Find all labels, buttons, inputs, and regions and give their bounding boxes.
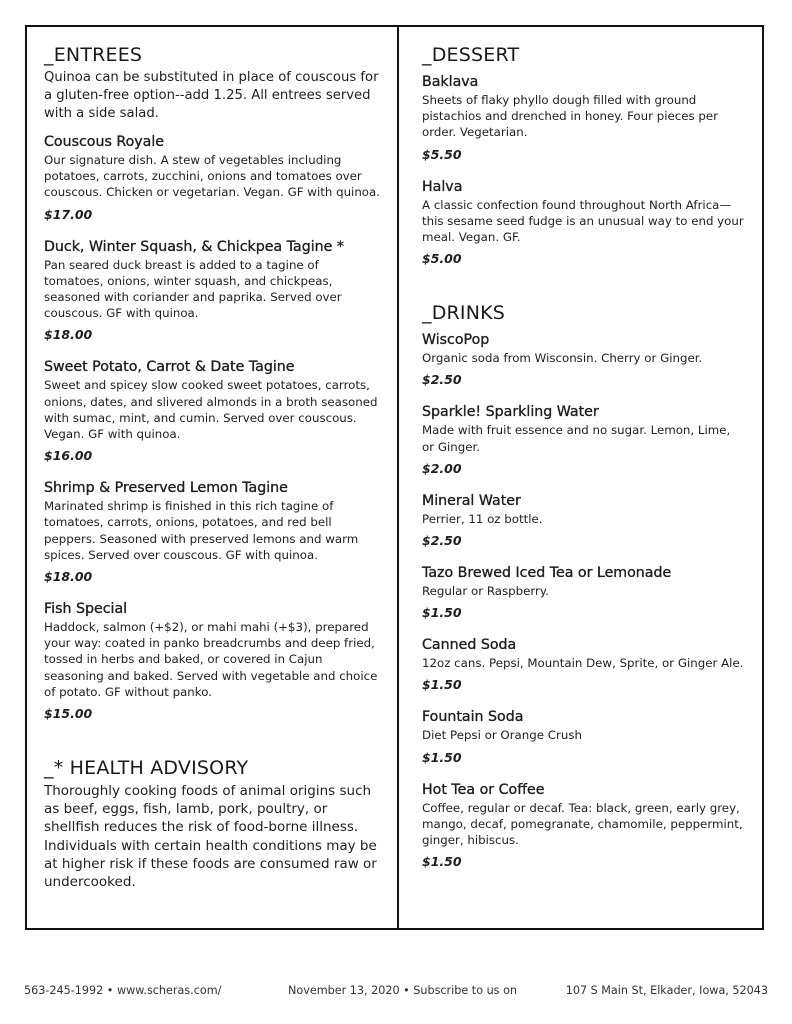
menu-item-price: $1.50: [422, 605, 462, 621]
menu-item: [422, 636, 744, 693]
health-advisory-text: Thoroughly cooking foods of animal origins such as beef, eggs, fish, lamb, pork, poultry, or shellfish reduces the risk of food-borne illness. Individuals with certain health conditions may be at higher risk if these foods are consumed raw or undercooked.: [44, 783, 377, 891]
menu-item-description: Regular or Raspberry.: [422, 584, 549, 599]
entrees-heading: _ENTREES: [44, 44, 143, 66]
menu-item-price: $5.50: [422, 146, 462, 162]
menu-item-name: Shrimp & Preserved Lemon Tagine: [44, 480, 288, 497]
entrees-list: [44, 133, 381, 722]
menu-item: [422, 781, 744, 871]
menu-item-description: Diet Pepsi or Orange Crush: [422, 728, 582, 743]
menu-item-price: $1.50: [422, 854, 462, 870]
menu-item-name: Fish Special: [44, 601, 128, 618]
menu-item-description: Sheets of flaky phyllo dough filled with ground pistachios and drenched in honey. Four pieces per order. Vegetarian.: [422, 93, 718, 140]
drinks-list: [422, 331, 744, 870]
menu-item-description: Pan seared duck breast is added to a tagine of tomatoes, onions, winter squash, and chickpeas, seasoned with coriander and paprika. Served over couscous. GF with quinoa.: [44, 257, 342, 321]
dessert-list: [422, 73, 744, 267]
menu-item-description: A classic confection found throughout North Africa—this sesame seed fudge is an unusual way to end your meal. Vegan. GF.: [422, 197, 744, 245]
menu-item-name: Baklava: [422, 74, 479, 90]
menu-item-name: Sparkle! Sparkling Water: [422, 404, 599, 421]
menu-item-description: Organic soda from Wisconsin. Cherry or Ginger.: [422, 351, 703, 366]
menu-item-name: Mineral Water: [422, 492, 521, 509]
menu-item-description: Our signature dish. A stew of vegetables including potatoes, carrots, zucchini, onions and tomatoes over couscous. Chicken or vegetarian. Vegan. GF with quinoa.: [44, 153, 380, 200]
menu-item-name: Duck, Winter Squash, & Chickpea Tagine *: [44, 238, 344, 255]
menu-item: [44, 479, 381, 585]
menu-item-price: $15.00: [44, 706, 93, 722]
menu-item: [422, 564, 744, 621]
menu-item-price: $2.00: [422, 460, 462, 476]
menu-item: [422, 331, 744, 388]
menu-item-name: Tazo Brewed Iced Tea or Lemonade: [422, 565, 672, 582]
menu-item: [422, 708, 744, 765]
menu-item-description: Haddock, salmon (+$2), or mahi mahi (+$3), prepared your way: coated in panko breadcrumbs and deep fried, tossed in herbs and baked, or covered in Cajun seasoning and baked. Served with vegetable and choice of potato. GF without panko.: [44, 620, 378, 699]
menu-item: [422, 403, 744, 476]
menu-item-price: $16.00: [44, 448, 93, 464]
menu-item: [44, 238, 381, 344]
health-advisory-heading: _* HEALTH ADVISORY: [44, 757, 249, 780]
menu-frame: [25, 25, 764, 930]
menu-item-name: Canned Soda: [422, 637, 517, 654]
menu-item-price: $2.50: [422, 372, 462, 388]
menu-item: [44, 600, 381, 722]
left-column: [27, 27, 397, 928]
menu-item-price: $1.50: [422, 677, 462, 693]
menu-item: [44, 358, 381, 464]
right-column: [397, 27, 762, 928]
menu-item: [422, 178, 744, 268]
menu-item-name: Sweet Potato, Carrot & Date Tagine: [44, 359, 295, 376]
menu-item-name: WiscoPop: [422, 332, 490, 349]
footer-contact: 563-245-1992 • www.scheras.com/: [24, 984, 222, 997]
menu-item-price: $1.50: [422, 749, 462, 765]
menu-item-description: Perrier, 11 oz bottle.: [422, 511, 543, 526]
menu-item-price: $18.00: [44, 327, 93, 343]
menu-item: [422, 73, 744, 163]
footer-address: 107 S Main St, Elkader, Iowa, 52043: [565, 984, 768, 997]
menu-item-name: Halva: [422, 178, 463, 195]
menu-item-description: Sweet and spicey slow cooked sweet potatoes, carrots, onions, dates, and slivered almonds in a broth seasoned with sumac, mint, and cumin. Served over couscous. Vegan. GF with quinoa.: [44, 378, 378, 442]
menu-item-name: Couscous Royale: [44, 134, 165, 150]
menu-item-description: Coffee, regular or decaf. Tea: black, green, early grey, mango, decaf, pomegranate, chamomile, peppermint, ginger, hibiscus.: [422, 800, 743, 848]
menu-item-description: Made with fruit essence and no sugar. Lemon, Lime, or Ginger.: [422, 423, 731, 454]
menu-item: [44, 133, 381, 223]
menu-item-price: $5.00: [422, 251, 462, 267]
dessert-heading: _DESSERT: [422, 44, 520, 66]
menu-item-description: 12oz cans. Pepsi, Mountain Dew, Sprite, or Ginger Ale.: [422, 656, 744, 671]
drinks-heading: _DRINKS: [422, 302, 506, 325]
menu-item-description: Marinated shrimp is finished in this rich tagine of tomatoes, carrots, onions, potatoes, and red bell peppers. Seasoned with preserved lemons and warm spices. Served over couscous. GF with quinoa.: [44, 499, 359, 562]
menu-item-price: $17.00: [44, 206, 93, 222]
menu-item-price: $2.50: [422, 533, 462, 549]
entrees-intro: Quinoa can be substituted in place of couscous for a gluten-free option--add 1.25. All entrees served with a side salad.: [44, 70, 379, 121]
menu-item: [422, 492, 744, 549]
menu-item-name: Hot Tea or Coffee: [422, 781, 545, 798]
menu-item-price: $18.00: [44, 569, 93, 585]
menu-item-name: Fountain Soda: [422, 709, 524, 726]
footer-date-subscribe: November 13, 2020 • Subscribe to us on: [288, 984, 518, 997]
